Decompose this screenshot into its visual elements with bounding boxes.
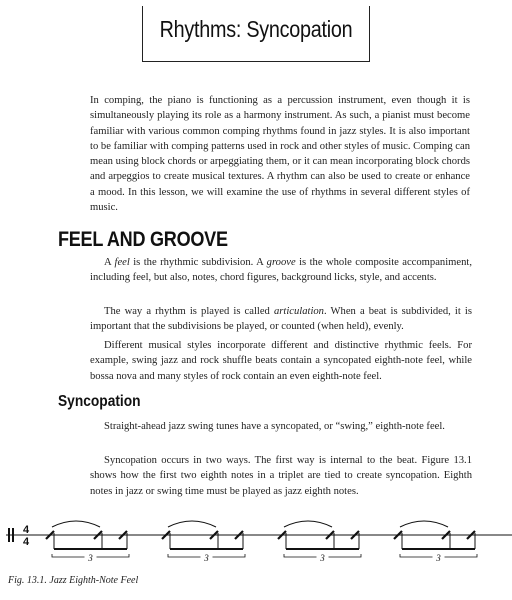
- percussion-clef-icon: [8, 528, 10, 542]
- tie-arc: [284, 521, 332, 527]
- figure-caption: Fig. 13.1. Jazz Eighth-Note Feel: [8, 575, 139, 586]
- feel-groove-paragraph: A feel is the rhythmic subdivision. A groove is the whole composite accompaniment, including feel, but also, notes, chord figures, background licks, style, and accents.: [90, 257, 472, 284]
- subsection-heading: Syncopation: [58, 393, 141, 410]
- chapter-title-box: [142, 6, 370, 62]
- tie-arc: [52, 521, 100, 527]
- term-feel: feel: [114, 257, 130, 268]
- term-groove: groove: [266, 257, 296, 268]
- page-title: Rhythms: Syncopation: [159, 16, 353, 42]
- triplet-number: 3: [88, 553, 93, 563]
- swing-paragraph: Straight-ahead jazz swing tunes have a syncopated, or “swing,” eighth-note feel.: [104, 421, 445, 432]
- styles-paragraph: Different musical styles incorporate different and distinctive rhythmic feels. For example, swing jazz and rock shuffle beats contain a syncopated eighth-note feel, while bossa nova and many styles of rock contain an even eighth-note feel.: [90, 340, 472, 382]
- tie-arc: [168, 521, 216, 527]
- articulation-paragraph: The way a rhythm is played is called articulation. When a beat is subdivided, it is important that the subdivisions be played, or counted (when held), evenly.: [90, 306, 472, 333]
- triplet-number: 3: [204, 553, 209, 563]
- tie-arc: [400, 521, 448, 527]
- term-articulation: articulation: [273, 306, 324, 317]
- rhythm-figure: [0, 512, 512, 572]
- triplet-number: 3: [436, 553, 441, 563]
- intro-paragraph: In comping, the piano is functioning as a percussion instrument, even though it is simultaneously playing its role as a harmony instrument. As such, a pianist must become familiar with various common comping rhythms found in jazz styles. It is also important to be familiar with comping patterns used in rock and other styles of music. Comping can mean using block chords or arpeggiating them, or it can mean incorporating block chords and arpeggios to create musical textures. A rhythm can also be used to create or enhance a mood. In this lesson, we will examine the use of rhythms in several different styles of music.: [90, 95, 470, 214]
- time-signature-bottom: 4: [22, 536, 30, 548]
- triplet-number: 3: [320, 553, 325, 563]
- section-heading: FEEL AND GROOVE: [58, 228, 228, 251]
- rhythm-staff: [0, 512, 512, 572]
- time-signature-top: 4: [22, 524, 30, 536]
- syncopation-paragraph: Syncopation occurs in two ways. The first way is internal to the beat. Figure 13.1 shows how the first two eighth notes in a triplet are tied to create syncopation. Eighth notes in jazz or swing time must be played as jazz eighth notes.: [90, 455, 472, 497]
